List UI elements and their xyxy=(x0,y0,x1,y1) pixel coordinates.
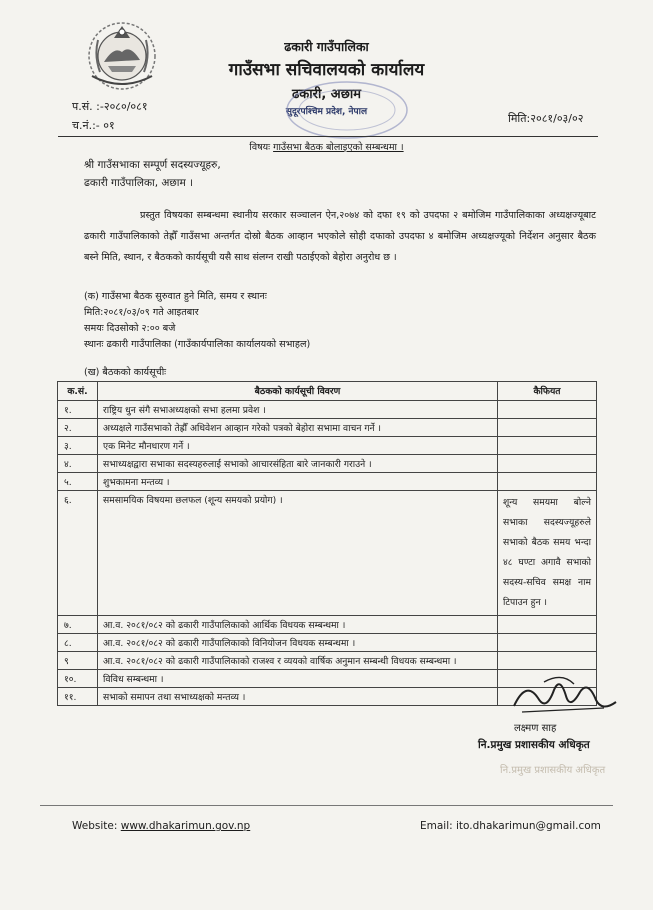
row-number: ९ xyxy=(58,652,98,670)
office-stamp-icon xyxy=(282,78,412,142)
row-remark: शून्य समयमा बोल्ने सभाका सदस्यज्यूहरुले सभाको बैठक समय भन्दा ४८ घण्टा अगावै सभाको सदस्य-सचिव समक्ष नाम टिपाउन हुन । xyxy=(498,491,597,616)
signature-icon xyxy=(504,672,624,718)
meeting-time: समयः दिउसोको २:०० बजे xyxy=(84,323,176,334)
row-number: ६. xyxy=(58,491,98,616)
col-description: बैठकको कार्यसूची विवरण xyxy=(98,382,498,401)
table-row xyxy=(58,616,597,634)
row-remark xyxy=(498,634,597,652)
subject-label: विषयः xyxy=(249,142,271,153)
email-address[interactable]: ito.dhakarimun@gmail.com xyxy=(456,820,601,832)
table-row xyxy=(58,455,597,473)
office-title: गाउँसभा सचिवालयको कार्यालय xyxy=(228,60,425,80)
row-text: आ.व. २०८१/०८२ को ढकारी गाउँपालिकाको राजश्व र व्ययको वार्षिक अनुमान सम्बन्धी विधयक सम्बन्धमा । xyxy=(98,652,498,670)
table-row xyxy=(58,652,597,670)
signatory-name: लक्ष्मण साह xyxy=(514,723,557,734)
row-text: सभाध्यक्षद्वारा सभाका सदस्यहरुलाई सभाको आचारसंहिता बारे जानकारी गराउने । xyxy=(98,455,498,473)
row-number: २. xyxy=(58,419,98,437)
row-remark xyxy=(498,419,597,437)
footer-website xyxy=(72,820,250,832)
email-label: Email: xyxy=(420,820,453,832)
row-number: ८. xyxy=(58,634,98,652)
letter-date: मिति:२०८१/०३/०२ xyxy=(508,112,584,125)
office-province: सुदूरपश्चिम प्रदेश, नेपाल xyxy=(285,107,368,117)
row-number: ३. xyxy=(58,437,98,455)
meeting-date: मिति:२०८१/०३/०९ गते आइतबार xyxy=(84,307,199,318)
row-text: शुभकामना मन्तव्य । xyxy=(98,473,498,491)
website-link[interactable]: www.dhakarimun.gov.np xyxy=(120,820,251,832)
office-location: ढकारी, अछाम xyxy=(291,87,361,102)
row-text: आ.व. २०८१/०८२ को ढकारी गाउँपालिकाको आर्थिक विधयक सम्बन्धमा । xyxy=(98,616,498,634)
row-text: अध्यक्षले गाउँसभाको तेह्रौँ अधिवेशन आव्हान गरेको पत्रको बेहोरा सभामा वाचन गर्ने । xyxy=(98,419,498,437)
dispatch-number: च.नं.:- ०१ xyxy=(72,119,115,132)
col-remarks: कैफियत xyxy=(498,382,597,401)
addressee-line-1: श्री गाउँसभाका सम्पूर्ण सदस्यज्यूहरु, xyxy=(84,159,221,171)
signatory-title: नि.प्रमुख प्रशासकीय अधिकृत xyxy=(478,739,590,751)
table-row xyxy=(58,634,597,652)
row-number: ४. xyxy=(58,455,98,473)
row-number: १०. xyxy=(58,670,98,688)
table-row xyxy=(58,437,597,455)
table-row xyxy=(58,419,597,437)
row-number: ७. xyxy=(58,616,98,634)
agenda-heading: (ख) बैठकको कार्यसूचीः xyxy=(84,367,167,378)
header-divider xyxy=(58,136,598,137)
addressee-line-2: ढकारी गाउँपालिका, अछाम । xyxy=(84,177,194,189)
website-label: Website: xyxy=(72,820,118,832)
footer-divider xyxy=(40,805,613,806)
meeting-heading: (क) गाउँसभा बैठक सुरुवात हुने मिति, समय र स्थानः xyxy=(84,291,267,302)
meeting-venue: स्थानः ढकारी गाउँपालिका (गाउँकार्यपालिका कार्यालयको सभाहल) xyxy=(84,339,311,350)
row-text: सभाको समापन तथा सभाध्यक्षको मन्तव्य । xyxy=(98,688,498,706)
row-number: ५. xyxy=(58,473,98,491)
row-number: ११. xyxy=(58,688,98,706)
row-text: आ.व. २०८१/०८२ को ढकारी गाउँपालिकाको विनियोजन विधयक सम्बन्धमा । xyxy=(98,634,498,652)
subject-text: गाउँसभा बैठक बोलाइएको सम्बन्धमा । xyxy=(273,142,404,153)
row-text: समसामयिक विषयमा छलफल (शून्य समयको प्रयोग) । xyxy=(98,491,498,616)
row-remark xyxy=(498,473,597,491)
table-row xyxy=(58,401,597,419)
subject-line xyxy=(0,140,653,153)
table-row xyxy=(58,473,597,491)
row-text: एक मिनेट मौनधारण गर्ने । xyxy=(98,437,498,455)
col-serial: क.सं. xyxy=(58,382,98,401)
table-row xyxy=(58,491,597,616)
row-number: १. xyxy=(58,401,98,419)
office-name: ढकारी गाउँपालिका xyxy=(284,39,369,54)
row-remark xyxy=(498,652,597,670)
row-remark xyxy=(498,455,597,473)
agenda-table xyxy=(57,381,597,706)
row-text: विविध सम्बन्धमा । xyxy=(98,670,498,688)
body-paragraph: प्रस्तुत विषयका सम्बन्धमा स्थानीय सरकार सञ्चालन ऐन,२०७४ को दफा १९ को उपदफा २ बमोजिम गाउँपालिकाका अध्यक्षज्यूबाट ढकारी गाउँपालिकाको तेह्रौँ गाउँसभा अन्तर्गत दोस्रो बैठक आव्हान भएकोले सोही दफाको उपदफा ४ बमोजिम अध्यक्षज्यूको निर्देशन अनुसार बैठक बस्ने मिति, स्थान, र बैठकको कार्यसूची यसै साथ संलग्न राखी पठाईएको बेहोरा अनुरोध छ । xyxy=(84,210,596,263)
row-text: राष्ट्रिय धुन संगै सभाअध्यक्षको सभा हलमा प्रवेश । xyxy=(98,401,498,419)
row-remark xyxy=(498,616,597,634)
footer-email xyxy=(420,820,601,832)
row-remark xyxy=(498,401,597,419)
row-remark xyxy=(498,437,597,455)
reference-number: प.सं. :-२०८०/०८१ xyxy=(72,100,148,113)
faint-title-stamp: नि.प्रमुख प्रशासकीय अधिकृत xyxy=(500,765,606,776)
agenda-header-row xyxy=(58,382,597,401)
